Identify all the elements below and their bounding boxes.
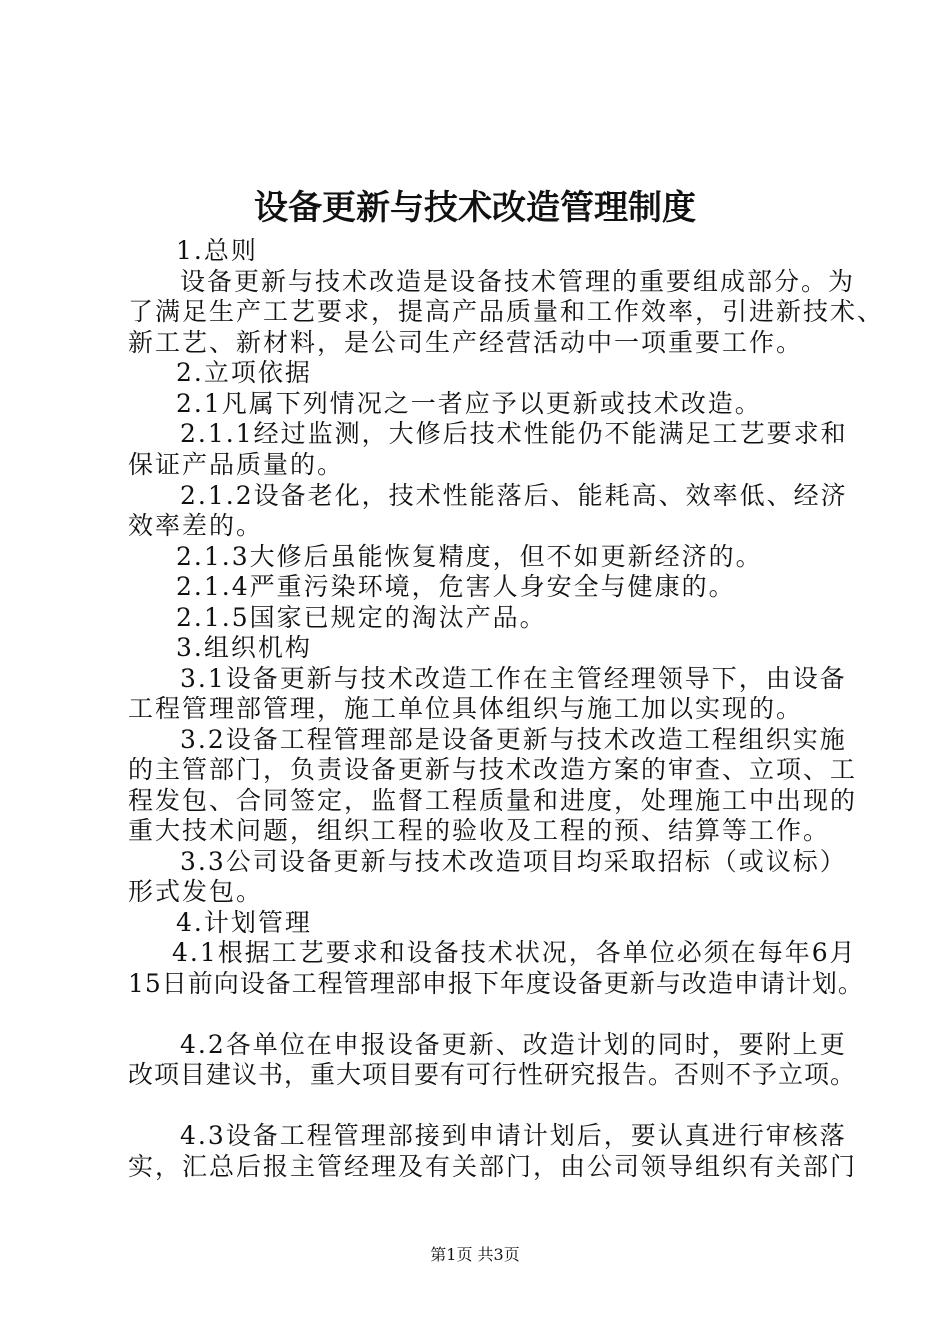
paragraph-line: 2.1凡属下列情况之一者应予以更新或技术改造。: [176, 389, 762, 418]
paragraph-line: 工程管理部管理，施工单位具体组织与施工加以实现的。: [128, 694, 804, 723]
paragraph-line: 改项目建议书，重大项目要有可行性研究报告。否则不予立项。: [128, 1060, 857, 1089]
paragraph-line: 的主管部门，负责设备更新与技术改造方案的审查、立项、工: [128, 755, 858, 784]
paragraph-line: 2.1.1经过监测，大修后技术性能仍不能满足工艺要求和: [180, 419, 848, 448]
paragraph-line: 3.1设备更新与技术改造工作在主管经理领导下，由设备: [180, 664, 847, 693]
paragraph-line: 4.1根据工艺要求和设备技术状况，各单位必须在每年6月: [172, 938, 857, 967]
section-heading: 4.计划管理: [176, 908, 312, 937]
paragraph-line: 4.2各单位在申报设备更新、改造计划的同时，要附上更: [180, 1030, 847, 1059]
paragraph-line: 2.1.3大修后虽能恢复精度，但不如更新经济的。: [176, 542, 763, 571]
paragraph-line: 程发包、合同签定，监督工程质量和进度，处理施工中出现的: [128, 786, 858, 815]
paragraph-line: 实，汇总后报主管经理及有关部门，由公司领导组织有关部门: [128, 1152, 858, 1181]
paragraph-line: 效率差的。: [128, 511, 264, 540]
paragraph-line: 形式发包。: [128, 877, 264, 906]
paragraph-line: 新工艺、新材料，是公司生产经营活动中一项重要工作。: [128, 328, 804, 357]
section-heading: 1.总则: [176, 236, 258, 265]
paragraph-line: 4.3设备工程管理部接到申请计划后，要认真进行审核落: [180, 1121, 847, 1150]
paragraph-line: 设备更新与技术改造是设备技术管理的重要组成部分。为: [180, 267, 856, 296]
section-heading: 2.立项依据: [176, 358, 312, 387]
paragraph-line: 2.1.2设备老化，技术性能落后、能耗高、效率低、经济: [180, 481, 848, 510]
page-number-footer: 第1页 共3页: [430, 1245, 520, 1264]
section-heading: 3.组织机构: [176, 633, 312, 662]
paragraph-line: 重大技术问题，组织工程的验收及工程的预、结算等工作。: [128, 816, 831, 845]
paragraph-line: 3.2设备工程管理部是设备更新与技术改造工程组织实施: [180, 725, 847, 754]
paragraph-line: 2.1.4严重污染环境，危害人身安全与健康的。: [176, 572, 736, 601]
paragraph-line: 保证产品质量的。: [128, 450, 345, 479]
paragraph-line: 15日前向设备工程管理部申报下年度设备更新与改造申请计划。: [128, 969, 864, 998]
document-title: 设备更新与技术改造管理制度: [254, 188, 696, 228]
paragraph-line: 3.3公司设备更新与技术改造项目均采取招标（或议标）: [180, 847, 847, 876]
paragraph-line: 了满足生产工艺要求，提高产品质量和工作效率，引进新技术、: [128, 297, 885, 326]
paragraph-line: 2.1.5国家已规定的淘汰产品。: [176, 603, 547, 632]
